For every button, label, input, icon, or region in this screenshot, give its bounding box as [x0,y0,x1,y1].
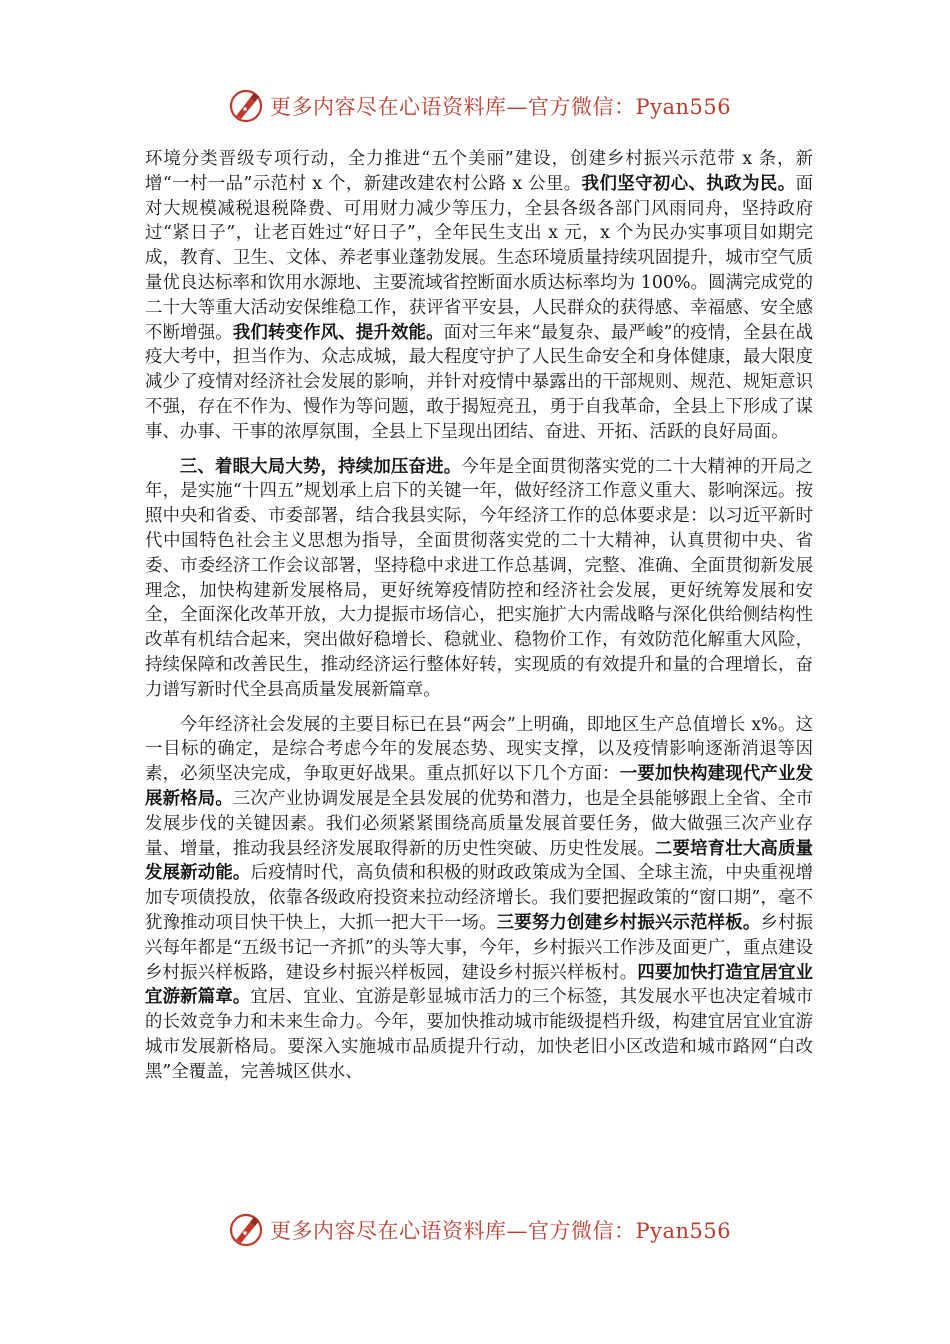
header-banner [228,84,731,128]
bold-heading-run: 二要培育壮大高质量发展新动能。 [145,838,813,884]
document-body [145,147,813,1094]
bold-heading-run: 我们坚守初心、执政为民。 [581,173,796,194]
bold-heading-run: 我们转变作风、提升效能。 [232,322,444,343]
text-run: 乡村振兴每年都是“五级书记一齐抓”的头等大事，今年，乡村振兴工作涉及面更广，重点建设乡村振兴样板路，建设乡村振兴样板园，建设乡村振兴样板村。 [145,912,813,983]
text-run: 面对大规模减税退税降费、可用财力减少等压力，全县各级各部门风雨同舟，坚持政府过“紧日子”，让老百姓过“好日子”，全年民生支出 x 元，x 个为民办实事项目如期完成，教育、卫生、文体、养老事业蓬勃发展。生态环境质量持续巩固提升，城市空气质量优良达标率和饮用水源地、主要流域省控断面水质达标率均为 100%。圆满完成党的二十大等重大活动安保维稳工作，获评省平安县，人民群众的获得感、幸福感、安全感不断增强。 [145,173,813,343]
text-run: 宜居、宜业、宜游是彰显城市活力的三个标签，其发展水平也决定着城市的长效竞争力和未来生命力。今年，要加快推动城市能级提档升级，构建宜居宜业宜游城市发展新格局。要深入实施城市品质提升行动，加快老旧小区改造和城市路网“白改黑”全覆盖，完善城区供水、 [145,987,813,1082]
paragraph [145,713,813,1085]
bold-heading-run: 一要加快构建现代产业发展新格局。 [145,764,813,809]
text-run: 今年是全面贯彻落实党的二十大精神的开局之年，是实施“十四五”规划承上启下的关键一年，做好经济工作意义重大、影响深远。按照中央和省委、市委部署，结合我县实际，今年经济工作的总体要求是：以习近平新时代中国特色社会主义思想为指导，全面贯彻落实党的二十大精神，认真贯彻中央、省委、市委经济工作会议部署，坚持稳中求进工作总基调，完整、准确、全面贯彻新发展理念，加快构建新发展格局，更好统筹疫情防控和经济社会发展，更好统筹发展和安全，全面深化改革开放，大力提振市场信心，把实施扩大内需战略与深化供给侧结构性改革有机结合起来，突出做好稳增长、稳就业、稳物价工作，有效防范化解重大风险，持续保障和改善民生，推动经济运行整体好转，实现质的有效提升和量的合理增长，奋力谱写新时代全县高质量发展新篇章。 [145,456,813,700]
paragraph [145,147,813,445]
footer-banner-text: 更多内容尽在心语资料库—官方微信：Pyan556 [270,1219,732,1243]
text-run: 面对三年来“最复杂、最严峻”的疫情，全县在战疫大考中，担当作为、众志成城，最大程度守护了人民生命安全和身体健康，最大限度减少了疫情对经济社会发展的影响，并针对疫情中暴露出的干部规则、规范、规矩意识不强，存在不作为、慢作为等问题，敢于揭短亮丑，勇于自我革命，全县上下形成了谋事、办事、干事的浓厚氛围，全县上下呈现出团结、奋进、开拓、活跃的良好局面。 [145,322,813,442]
pen-nib-icon [228,88,264,124]
bold-heading-run: 三、着眼大局大势，持续加压奋进。 [179,456,462,477]
pen-nib-icon [228,1212,264,1248]
text-run: 后疫情时代，高负债和积极的财政政策成为全国、全球主流，中央重视增加专项债投放，依靠各级政府投资来拉动经济增长。我们要把握政策的“窗口期”，毫不犹豫推动项目快干快上，大抓一把大干一场。 [145,863,813,933]
footer-banner [228,1208,731,1252]
bold-heading-run: 三要努力创建乡村振兴示范样板。 [496,912,761,933]
paragraph [145,455,813,703]
text-run: 环境分类晋级专项行动，全力推进“五个美丽”建设，创建乡村振兴示范带 x 条，新增“一村一品”示范村 x 个，新建改建农村公路 x 公里。 [145,149,813,194]
bold-heading-run: 四要加快打造宜居宜业宜游新篇章。 [145,962,813,1008]
header-banner-text: 更多内容尽在心语资料库—官方微信：Pyan556 [270,95,732,119]
text-run: 三次产业协调发展是全县发展的优势和潜力，也是全县能够跟上全省、全市发展步伐的关键因素。我们必须紧紧围绕高质量发展首要任务，做大做强三次产业存量、增量，推动我县经济发展取得新的历史性突破、历史性发展。 [145,788,813,859]
text-run: 今年经济社会发展的主要目标已在县“两会”上明确，即地区生产总值增长 x%。这一目标的确定，是综合考虑今年的发展态势、现实支撑，以及疫情影响逐渐消退等因素，必须坚决完成，争取更好战果。重点抓好以下几个方面： [145,714,813,785]
